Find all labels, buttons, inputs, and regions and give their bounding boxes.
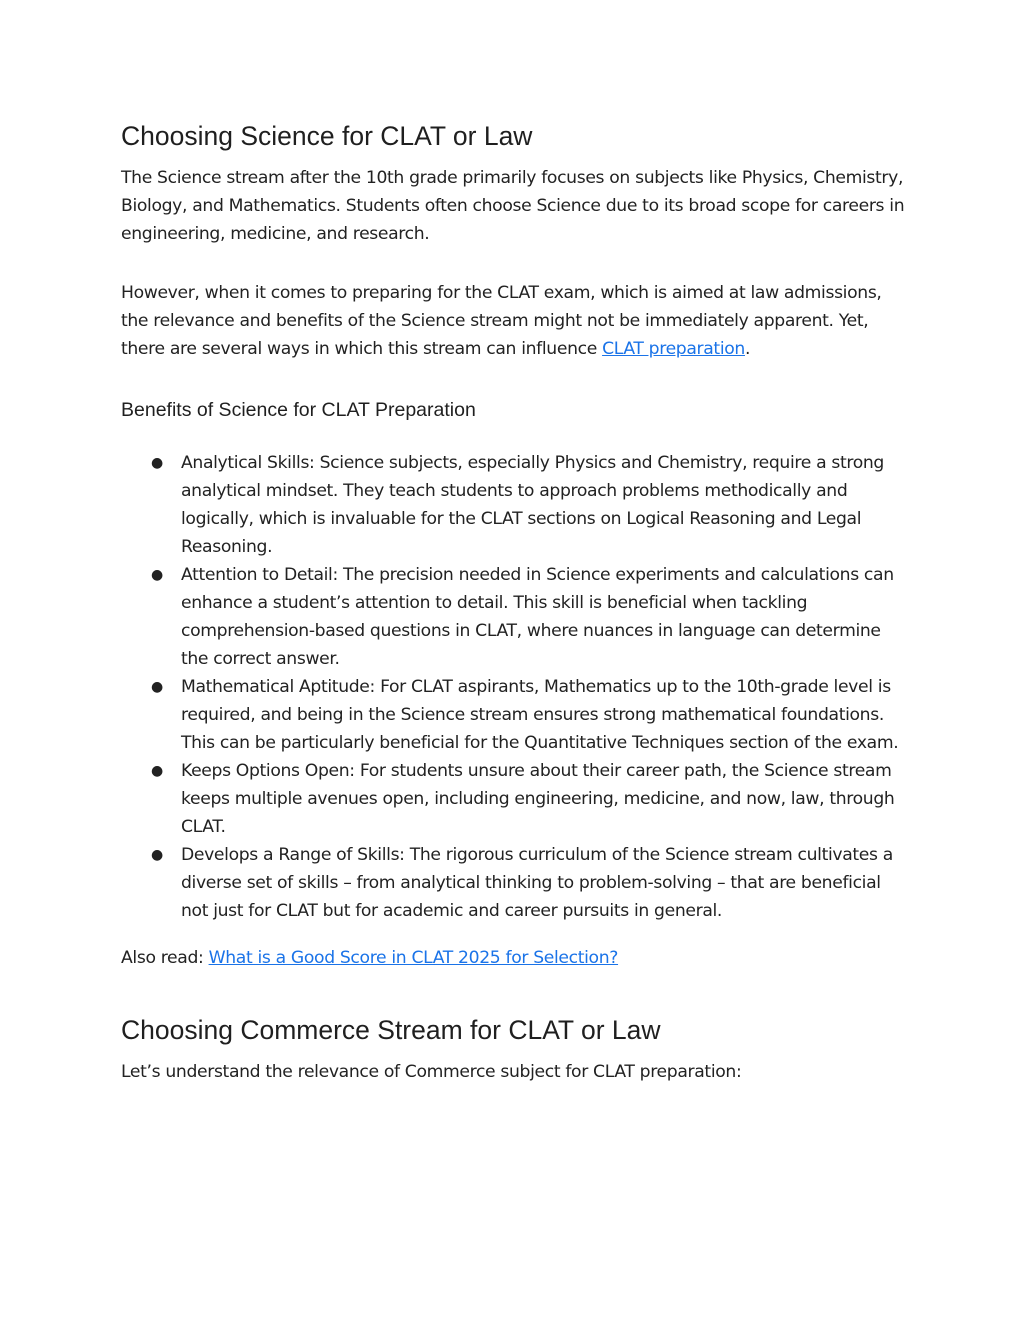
section-commerce-heading: Choosing Commerce Stream for CLAT or Law xyxy=(121,1015,661,1045)
list-item xyxy=(121,673,911,757)
section-science-heading: Choosing Science for CLAT or Law xyxy=(121,121,533,151)
list-item-text: Analytical Skills: Science subjects, especially Physics and Chemistry, require a strong analytical mindset. They teach students to approach problems methodically and logically, which is invaluable for the CLAT sections on Logical Reasoning and Legal Reasoning. xyxy=(181,453,884,557)
clat-preparation-link[interactable]: CLAT preparation xyxy=(602,339,745,359)
science-clat-paragraph xyxy=(121,279,911,363)
science-intro-paragraph: The Science stream after the 10th grade primarily focuses on subjects like Physics, Chemistry, Biology, and Mathematics. Students often choose Science due to its broad scope for careers in engineering, medicine, and research. xyxy=(121,168,905,244)
science-clat-paragraph-text: However, when it comes to preparing for the CLAT exam, which is aimed at law admissions, the relevance and benefits of the Science stream might not be immediately apparent. Yet, there are several ways in which this stream can influence xyxy=(121,283,882,359)
list-item-text: Keeps Options Open: For students unsure about their career path, the Science stream keeps multiple avenues open, including engineering, medicine, and now, law, through CLAT. xyxy=(181,761,895,837)
list-item xyxy=(121,841,911,925)
list-item-text: Develops a Range of Skills: The rigorous curriculum of the Science stream cultivates a diverse set of skills – from analytical thinking to problem-solving – that are beneficial not just for CLAT but for academic and career pursuits in general. xyxy=(181,845,893,921)
bullet-icon: ● xyxy=(151,679,163,695)
also-read-line xyxy=(121,944,911,972)
good-score-link[interactable]: What is a Good Score in CLAT 2025 for Selection? xyxy=(208,948,619,968)
list-item xyxy=(121,561,911,673)
also-read-prefix: Also read: xyxy=(121,948,209,968)
list-item xyxy=(121,757,911,841)
benefits-heading: Benefits of Science for CLAT Preparation xyxy=(121,399,476,421)
list-item-text: Attention to Detail: The precision needed in Science experiments and calculations can enhance a student’s attention to detail. This skill is beneficial when tackling comprehension-based questions in CLAT, where nuances in language can determine the correct answer. xyxy=(181,565,894,669)
bullet-icon: ● xyxy=(151,567,163,583)
list-item-text: Mathematical Aptitude: For CLAT aspirants, Mathematics up to the 10th-grade level is required, and being in the Science stream ensures strong mathematical foundations. This can be particularly beneficial for the Quantitative Techniques section of the exam. xyxy=(181,677,899,753)
document-page xyxy=(121,118,911,1086)
commerce-intro-paragraph: Let’s understand the relevance of Commerce subject for CLAT preparation: xyxy=(121,1062,742,1082)
bullet-icon: ● xyxy=(151,455,163,471)
bullet-icon: ● xyxy=(151,847,163,863)
list-item xyxy=(121,449,911,561)
science-clat-paragraph-end: . xyxy=(744,339,751,359)
bullet-icon: ● xyxy=(151,763,163,779)
benefits-list xyxy=(121,449,911,925)
